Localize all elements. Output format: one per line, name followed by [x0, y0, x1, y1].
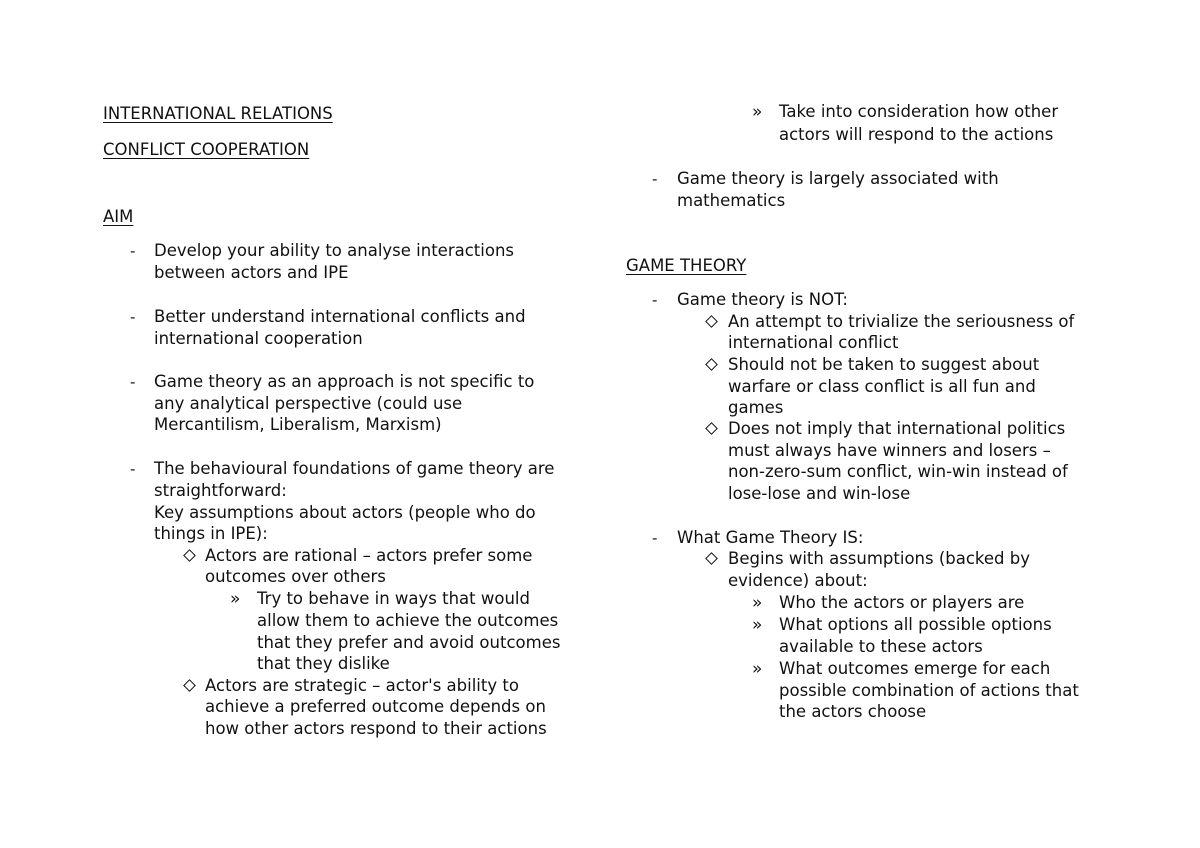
bullet-text: An attempt to trivialize the seriousness of	[728, 312, 1075, 331]
bullet-text: possible combination of actions that	[779, 681, 1079, 700]
arrow-bullet-icon: »	[752, 659, 763, 679]
bullet-text: available to these actors	[779, 637, 983, 656]
bullet-text: What outcomes emerge for each	[779, 659, 1051, 678]
arrow-bullet-icon: »	[230, 589, 241, 609]
dash-bullet-marker: -	[652, 529, 658, 547]
dash-bullet-marker: -	[130, 460, 136, 478]
bullet-text: international cooperation	[154, 329, 363, 348]
arrow-bullet-icon: »	[752, 102, 763, 122]
dash-bullet-marker: -	[130, 308, 136, 326]
bullet-text: non-zero-sum conflict, win-win instead of	[728, 462, 1068, 481]
bullet-text: Does not imply that international politics	[728, 419, 1066, 438]
bullet-text: Game theory is largely associated with	[677, 169, 999, 188]
bullet-text: warfare or class conflict is all fun and	[728, 377, 1036, 396]
dash-bullet-marker: -	[130, 242, 136, 260]
bullet-text: Game theory is NOT:	[677, 290, 848, 309]
bullet-text: The behavioural foundations of game theory are	[154, 459, 555, 478]
bullet-text: evidence) about:	[728, 571, 868, 590]
arrow-bullet-icon: »	[752, 593, 763, 613]
bullet-text: the actors choose	[779, 702, 927, 721]
bullet-text: What Game Theory IS:	[677, 528, 864, 547]
bullet-text: things in IPE):	[154, 524, 268, 543]
document-subtitle: CONFLICT COOPERATION	[103, 140, 310, 159]
diamond-bullet-icon	[705, 552, 718, 565]
game-theory-heading: GAME THEORY	[626, 256, 747, 275]
bullet-text: Take into consideration how other	[779, 102, 1059, 121]
bullet-text: straightforward:	[154, 481, 287, 500]
bullet-text: that they dislike	[257, 654, 390, 673]
bullet-text: Begins with assumptions (backed by	[728, 549, 1031, 568]
diamond-bullet-icon	[183, 679, 196, 692]
arrow-bullet-icon: »	[752, 615, 763, 635]
bullet-text: that they prefer and avoid outcomes	[257, 633, 561, 652]
bullet-text: Develop your ability to analyse interactions	[154, 241, 514, 260]
bullet-text: Should not be taken to suggest about	[728, 355, 1040, 374]
bullet-text: mathematics	[677, 191, 786, 210]
diamond-bullet-icon	[183, 549, 196, 562]
bullet-text: between actors and IPE	[154, 263, 349, 282]
bullet-text: allow them to achieve the outcomes	[257, 611, 559, 630]
document-title: INTERNATIONAL RELATIONS	[103, 104, 333, 123]
bullet-text: must always have winners and losers –	[728, 441, 1051, 460]
bullet-text: Try to behave in ways that would	[257, 589, 530, 608]
aim-heading: AIM	[103, 207, 134, 226]
bullet-text: Better understand international conflicts and	[154, 307, 526, 326]
dash-bullet-marker: -	[130, 373, 136, 391]
bullet-text: games	[728, 398, 784, 417]
diamond-bullet-icon	[705, 358, 718, 371]
bullet-text: outcomes over others	[205, 567, 386, 586]
dash-bullet-marker: -	[652, 170, 658, 188]
diamond-bullet-icon	[705, 315, 718, 328]
diamond-bullet-icon	[705, 422, 718, 435]
bullet-text: What options all possible options	[779, 615, 1052, 634]
bullet-text: Mercantilism, Liberalism, Marxism)	[154, 415, 442, 434]
bullet-text: any analytical perspective (could use	[154, 394, 463, 413]
bullet-text: actors will respond to the actions	[779, 125, 1054, 144]
bullet-text: lose-lose and win-lose	[728, 484, 911, 503]
bullet-text: Who the actors or players are	[779, 593, 1025, 612]
dash-bullet-marker: -	[652, 291, 658, 309]
bullet-text: international conflict	[728, 333, 899, 352]
bullet-text: Actors are rational – actors prefer some	[205, 546, 533, 565]
bullet-text: achieve a preferred outcome depends on	[205, 697, 546, 716]
bullet-text: Game theory as an approach is not specific to	[154, 372, 535, 391]
bullet-text: Actors are strategic – actor's ability to	[205, 676, 519, 695]
bullet-text: how other actors respond to their actions	[205, 719, 547, 738]
bullet-text: Key assumptions about actors (people who do	[154, 503, 536, 522]
